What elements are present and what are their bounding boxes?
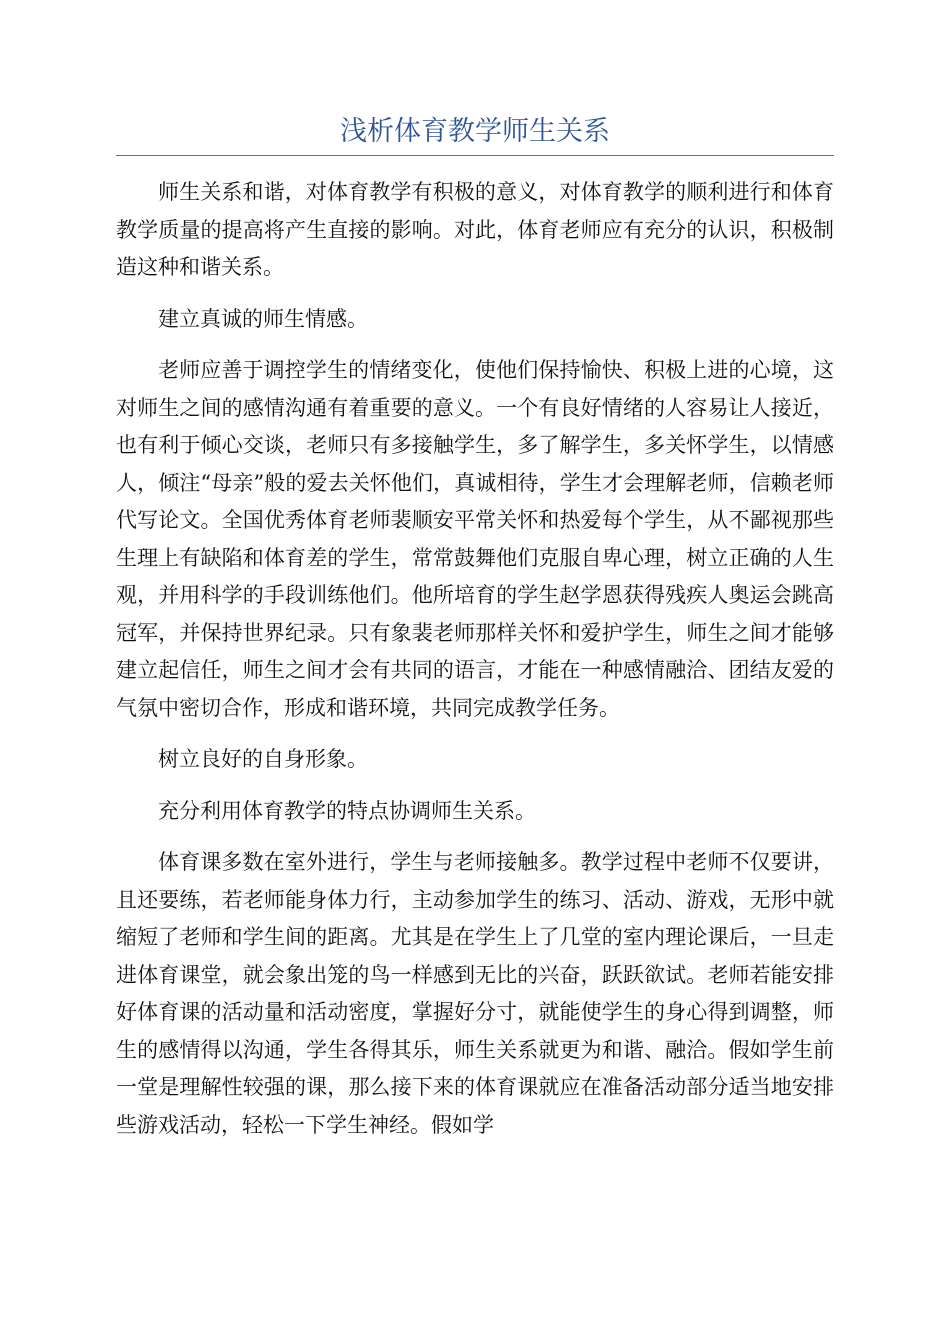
- paragraph-heading-sincere-emotion: 建立真诚的师生情感。: [158, 306, 368, 331]
- title-underline: [116, 155, 834, 156]
- paragraph-intro: 师生关系和谐，对体育教学有积极的意义，对体育教学的顺利进行和体育教学质量的提高将产生直接的影响。对此，体育老师应有充分的认识，积极制造这种和谐关系。: [116, 180, 834, 279]
- document-title: 浅析体育教学师生关系: [340, 116, 610, 147]
- paragraph-emotion-detail: 老师应善于调控学生的情绪变化，使他们保持愉快、积极上进的心境，这对师生之间的感情沟通有着重要的意义。一个有良好情绪的人容易让人接近，也有利于倾心交谈，老师只有多接触学生，多了解学生，多关怀学生，以情感人，倾注“母亲”般的爱去关怀他们，真诚相待，学生才会理解老师，信赖老师代写论文。全国优秀体育老师裴顺安平常关怀和热爱每个学生，从不鄙视那些生理上有缺陷和体育差的学生，常常鼓舞他们克服自卑心理，树立正确的人生观，并用科学的手段训练他们。他所培育的学生赵学恩获得残疾人奥运会跳高冠军，并保持世界纪录。只有象裴老师那样关怀和爱护学生，师生之间才能够建立起信任，师生之间才会有共同的语言，才能在一种感情融洽、团结友爱的气氛中密切合作，形成和谐环境，共同完成教学任务。: [116, 358, 834, 720]
- document-body: [116, 174, 834, 1158]
- paragraph-heading-self-image: 树立良好的自身形象。: [158, 747, 368, 771]
- paragraph-outdoor-class: 体育课多数在室外进行，学生与老师接触多。教学过程中老师不仅要讲，且还要练，若老师能身体力行，主动参加学生的练习、活动、游戏，无形中就缩短了老师和学生间的距离。尤其是在学生上了几堂的室内理论课后，一旦走进体育课堂，就会象出笼的鸟一样感到无比的兴奋，跃跃欲试。老师若能安排好体育课的活动量和活动密度，掌握好分寸，就能使学生的身心得到调整，师生的感情得以沟通，学生各得其乐，师生关系就更为和谐、融洽。假如学生前一堂是理解性较强的课，那么接下来的体育课就应在准备活动部分适当地安排些游戏活动，轻松一下学生神经。假如学: [116, 850, 834, 1137]
- paragraph-heading-teaching-features: 充分利用体育教学的特点协调师生关系。: [158, 798, 536, 823]
